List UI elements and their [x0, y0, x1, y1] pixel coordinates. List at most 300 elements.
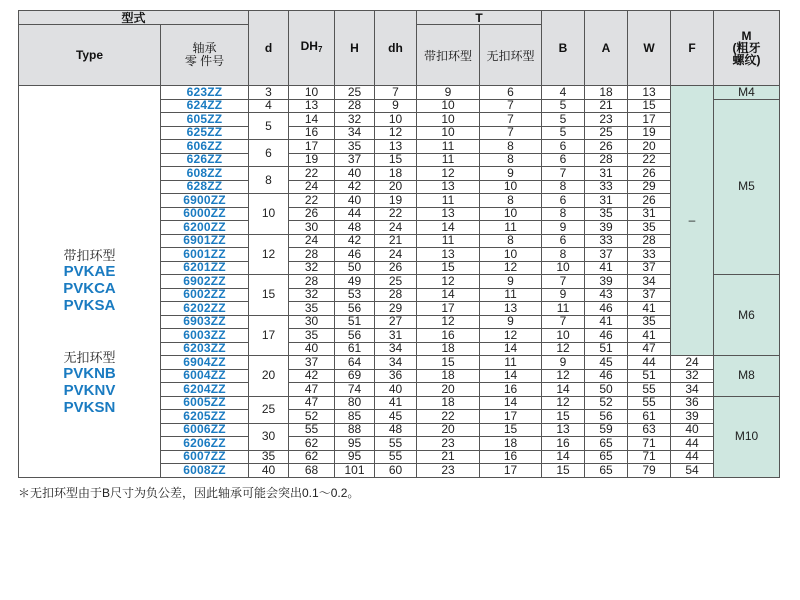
cell-dh: 41: [375, 396, 417, 410]
cell-t-with-ring: 22: [417, 410, 480, 424]
cell-dh7: 26: [289, 207, 335, 221]
type-title-with-ring: 带扣环型: [63, 248, 116, 264]
cell-t-with-ring: 12: [417, 315, 480, 329]
cell-w: 41: [628, 302, 671, 316]
cell-h: 28: [335, 99, 375, 113]
cell-dh: 29: [375, 302, 417, 316]
cell-t-without-ring: 17: [480, 464, 542, 478]
cell-a: 18: [585, 86, 628, 100]
cell-dh7: 52: [289, 410, 335, 424]
part-number: 6001ZZ: [161, 248, 249, 262]
cell-w: 79: [628, 464, 671, 478]
type-block: [19, 250, 160, 416]
cell-a: 39: [585, 221, 628, 235]
cell-t-without-ring: 10: [480, 248, 542, 262]
cell-t-without-ring: 7: [480, 126, 542, 140]
cell-dh: 21: [375, 234, 417, 248]
cell-h: 25: [335, 86, 375, 100]
cell-dh7: 28: [289, 275, 335, 289]
cell-w: 47: [628, 342, 671, 356]
cell-h: 85: [335, 410, 375, 424]
cell-a: 26: [585, 140, 628, 154]
footnote: ＊无扣环型由于B尺寸为负公差，因此轴承可能会突出0.1～0.2。: [18, 486, 360, 500]
header-H: H: [335, 11, 375, 86]
header-B: B: [542, 11, 585, 86]
cell-t-without-ring: 8: [480, 140, 542, 154]
cell-d: 3: [249, 86, 289, 100]
cell-t-without-ring: 6: [480, 86, 542, 100]
part-number: 6000ZZ: [161, 207, 249, 221]
cell-f: 34: [671, 383, 714, 397]
cell-d: 4: [249, 99, 289, 113]
part-number: 6004ZZ: [161, 369, 249, 383]
cell-w: 28: [628, 234, 671, 248]
cell-t-without-ring: 18: [480, 437, 542, 451]
cell-a: 56: [585, 410, 628, 424]
cell-h: 40: [335, 167, 375, 181]
cell-b: 12: [542, 369, 585, 383]
cell-t-with-ring: 21: [417, 450, 480, 464]
cell-dh7: 10: [289, 86, 335, 100]
cell-t-without-ring: 14: [480, 369, 542, 383]
cell-t-with-ring: 20: [417, 383, 480, 397]
cell-t-without-ring: 11: [480, 356, 542, 370]
cell-h: 50: [335, 261, 375, 275]
cell-t-without-ring: 10: [480, 180, 542, 194]
part-number: 6005ZZ: [161, 396, 249, 410]
cell-h: 80: [335, 396, 375, 410]
cell-d: 17: [249, 315, 289, 356]
cell-a: 35: [585, 207, 628, 221]
cell-w: 17: [628, 113, 671, 127]
cell-dh: 12: [375, 126, 417, 140]
cell-h: 51: [335, 315, 375, 329]
cell-f: 40: [671, 423, 714, 437]
cell-a: 31: [585, 194, 628, 208]
cell-h: 32: [335, 113, 375, 127]
cell-w: 61: [628, 410, 671, 424]
cell-t-with-ring: 10: [417, 99, 480, 113]
part-number: 625ZZ: [161, 126, 249, 140]
cell-t-without-ring: 17: [480, 410, 542, 424]
cell-w: 20: [628, 140, 671, 154]
cell-t-with-ring: 14: [417, 221, 480, 235]
cell-b: 5: [542, 99, 585, 113]
cell-b: 7: [542, 167, 585, 181]
cell-b: 7: [542, 315, 585, 329]
type-code-with-ring: PVKAE: [63, 263, 116, 281]
cell-t-with-ring: 13: [417, 207, 480, 221]
cell-w: 26: [628, 167, 671, 181]
cell-t-without-ring: 8: [480, 194, 542, 208]
cell-m: M8: [714, 356, 780, 397]
cell-dh7: 19: [289, 153, 335, 167]
cell-w: 37: [628, 288, 671, 302]
cell-f: 54: [671, 464, 714, 478]
cell-t-with-ring: 15: [417, 261, 480, 275]
type-code-without-ring: PVKNV: [63, 382, 116, 400]
cell-dh7: 22: [289, 167, 335, 181]
cell-a: 31: [585, 167, 628, 181]
cell-dh: 18: [375, 167, 417, 181]
header-model: 型式: [19, 11, 249, 25]
cell-w: 22: [628, 153, 671, 167]
cell-h: 69: [335, 369, 375, 383]
cell-b: 11: [542, 302, 585, 316]
part-number: 6206ZZ: [161, 437, 249, 451]
header-T: T: [417, 11, 542, 25]
cell-a: 33: [585, 234, 628, 248]
cell-h: 44: [335, 207, 375, 221]
cell-t-with-ring: 18: [417, 342, 480, 356]
cell-w: 29: [628, 180, 671, 194]
cell-dh7: 37: [289, 356, 335, 370]
cell-t-without-ring: 9: [480, 315, 542, 329]
cell-dh7: 62: [289, 450, 335, 464]
header-A: A: [585, 11, 628, 86]
type-code-without-ring: PVKSN: [63, 399, 116, 417]
cell-t-with-ring: 23: [417, 437, 480, 451]
part-number: 6205ZZ: [161, 410, 249, 424]
header-dh7: [289, 11, 335, 86]
cell-a: 28: [585, 153, 628, 167]
cell-dh: 10: [375, 113, 417, 127]
part-number: 6901ZZ: [161, 234, 249, 248]
cell-d: 35: [249, 450, 289, 464]
header-part-no: 轴承 零 件号: [161, 25, 249, 86]
cell-a: 23: [585, 113, 628, 127]
cell-w: 13: [628, 86, 671, 100]
cell-d: 25: [249, 396, 289, 423]
cell-b: 7: [542, 275, 585, 289]
cell-t-without-ring: 11: [480, 221, 542, 235]
cell-dh: 31: [375, 329, 417, 343]
cell-b: 6: [542, 153, 585, 167]
cell-t-with-ring: 11: [417, 140, 480, 154]
cell-dh: 27: [375, 315, 417, 329]
cell-w: 26: [628, 194, 671, 208]
cell-a: 65: [585, 450, 628, 464]
cell-h: 101: [335, 464, 375, 478]
cell-t-without-ring: 16: [480, 450, 542, 464]
cell-dh7: 22: [289, 194, 335, 208]
cell-t-with-ring: 18: [417, 396, 480, 410]
part-number: 626ZZ: [161, 153, 249, 167]
cell-a: 37: [585, 248, 628, 262]
cell-dh: 55: [375, 437, 417, 451]
cell-t-without-ring: 10: [480, 207, 542, 221]
cell-dh: 7: [375, 86, 417, 100]
cell-dh7: 35: [289, 329, 335, 343]
part-number: 623ZZ: [161, 86, 249, 100]
header-T-without-ring: 无扣环型: [480, 25, 542, 86]
cell-d: 15: [249, 275, 289, 316]
cell-w: 33: [628, 248, 671, 262]
cell-b: 8: [542, 180, 585, 194]
table-body: [19, 86, 780, 478]
header-d: d: [249, 11, 289, 86]
cell-a: 45: [585, 356, 628, 370]
cell-dh: 40: [375, 383, 417, 397]
cell-dh7: 14: [289, 113, 335, 127]
cell-t-without-ring: 12: [480, 261, 542, 275]
part-number: 605ZZ: [161, 113, 249, 127]
cell-h: 95: [335, 437, 375, 451]
part-number: 6903ZZ: [161, 315, 249, 329]
cell-t-without-ring: 8: [480, 153, 542, 167]
cell-b: 9: [542, 221, 585, 235]
type-code-with-ring: PVKSA: [63, 297, 116, 315]
cell-dh: 15: [375, 153, 417, 167]
cell-t-with-ring: 11: [417, 234, 480, 248]
cell-h: 46: [335, 248, 375, 262]
cell-a: 65: [585, 437, 628, 451]
part-number: 6204ZZ: [161, 383, 249, 397]
cell-b: 5: [542, 113, 585, 127]
cell-dh7: 47: [289, 396, 335, 410]
cell-h: 35: [335, 140, 375, 154]
cell-a: 52: [585, 396, 628, 410]
cell-dh7: 62: [289, 437, 335, 451]
cell-b: 5: [542, 126, 585, 140]
cell-w: 55: [628, 396, 671, 410]
cell-w: 19: [628, 126, 671, 140]
part-number: 6900ZZ: [161, 194, 249, 208]
cell-dh: 36: [375, 369, 417, 383]
cell-h: 49: [335, 275, 375, 289]
cell-b: 14: [542, 450, 585, 464]
cell-f: 39: [671, 410, 714, 424]
cell-h: 56: [335, 329, 375, 343]
cell-w: 35: [628, 315, 671, 329]
cell-t-without-ring: 14: [480, 342, 542, 356]
cell-b: 15: [542, 410, 585, 424]
cell-w: 71: [628, 437, 671, 451]
cell-dh7: 16: [289, 126, 335, 140]
cell-a: 43: [585, 288, 628, 302]
cell-f-dash: –: [671, 86, 714, 356]
cell-t-with-ring: 18: [417, 369, 480, 383]
cell-dh7: 68: [289, 464, 335, 478]
cell-dh7: 17: [289, 140, 335, 154]
header-type: Type: [19, 25, 161, 86]
cell-t-without-ring: 7: [480, 113, 542, 127]
part-number: 6008ZZ: [161, 464, 249, 478]
cell-dh7: 32: [289, 288, 335, 302]
cell-t-with-ring: 23: [417, 464, 480, 478]
type-title-without-ring: 无扣环型: [63, 350, 116, 366]
cell-a: 51: [585, 342, 628, 356]
part-number: 628ZZ: [161, 180, 249, 194]
cell-w: 44: [628, 356, 671, 370]
part-number: 6902ZZ: [161, 275, 249, 289]
cell-a: 65: [585, 464, 628, 478]
part-number: 6202ZZ: [161, 302, 249, 316]
cell-b: 9: [542, 288, 585, 302]
cell-t-with-ring: 10: [417, 113, 480, 127]
cell-t-without-ring: 9: [480, 167, 542, 181]
cell-t-with-ring: 13: [417, 180, 480, 194]
cell-b: 9: [542, 356, 585, 370]
cell-dh: 19: [375, 194, 417, 208]
cell-a: 59: [585, 423, 628, 437]
header-W: W: [628, 11, 671, 86]
cell-d: 10: [249, 194, 289, 235]
cell-t-without-ring: 7: [480, 99, 542, 113]
cell-dh7: 28: [289, 248, 335, 262]
part-number: 6002ZZ: [161, 288, 249, 302]
cell-h: 37: [335, 153, 375, 167]
cell-t-without-ring: 13: [480, 302, 542, 316]
cell-b: 8: [542, 207, 585, 221]
cell-t-without-ring: 11: [480, 288, 542, 302]
part-number: 6003ZZ: [161, 329, 249, 343]
cell-dh: 48: [375, 423, 417, 437]
cell-b: 12: [542, 342, 585, 356]
cell-b: 13: [542, 423, 585, 437]
cell-w: 41: [628, 329, 671, 343]
cell-a: 41: [585, 261, 628, 275]
cell-dh7: 24: [289, 180, 335, 194]
cell-d: 5: [249, 113, 289, 140]
cell-dh7: 13: [289, 99, 335, 113]
part-number: 6203ZZ: [161, 342, 249, 356]
cell-a: 50: [585, 383, 628, 397]
part-number: 606ZZ: [161, 140, 249, 154]
table-row: [19, 86, 780, 100]
cell-dh7: 35: [289, 302, 335, 316]
cell-t-without-ring: 9: [480, 275, 542, 289]
cell-m: M4: [714, 86, 780, 100]
cell-d: 8: [249, 167, 289, 194]
cell-t-without-ring: 16: [480, 383, 542, 397]
cell-dh7: 47: [289, 383, 335, 397]
cell-t-with-ring: 9: [417, 86, 480, 100]
cell-d: 20: [249, 356, 289, 397]
cell-b: 14: [542, 383, 585, 397]
cell-h: 61: [335, 342, 375, 356]
cell-dh: 13: [375, 140, 417, 154]
cell-h: 95: [335, 450, 375, 464]
cell-dh7: 30: [289, 315, 335, 329]
cell-a: 33: [585, 180, 628, 194]
cell-f: 24: [671, 356, 714, 370]
cell-h: 53: [335, 288, 375, 302]
cell-a: 46: [585, 329, 628, 343]
cell-dh: 28: [375, 288, 417, 302]
cell-dh: 34: [375, 342, 417, 356]
cell-t-with-ring: 11: [417, 194, 480, 208]
cell-h: 42: [335, 234, 375, 248]
part-number: 608ZZ: [161, 167, 249, 181]
cell-b: 8: [542, 248, 585, 262]
cell-dh7: 40: [289, 342, 335, 356]
cell-t-without-ring: 12: [480, 329, 542, 343]
cell-t-without-ring: 14: [480, 396, 542, 410]
cell-w: 31: [628, 207, 671, 221]
cell-a: 25: [585, 126, 628, 140]
cell-dh: 9: [375, 99, 417, 113]
cell-t-with-ring: 12: [417, 275, 480, 289]
cell-b: 6: [542, 234, 585, 248]
cell-f: 44: [671, 437, 714, 451]
cell-h: 88: [335, 423, 375, 437]
cell-w: 37: [628, 261, 671, 275]
cell-m: M6: [714, 275, 780, 356]
type-code-without-ring: PVKNB: [63, 365, 116, 383]
cell-b: 6: [542, 140, 585, 154]
cell-a: 46: [585, 302, 628, 316]
cell-dh7: 32: [289, 261, 335, 275]
header-M: M (粗牙 螺纹): [714, 11, 780, 86]
type-cell: [19, 86, 161, 478]
cell-b: 16: [542, 437, 585, 451]
cell-a: 41: [585, 315, 628, 329]
cell-f: 36: [671, 396, 714, 410]
cell-a: 46: [585, 369, 628, 383]
cell-t-with-ring: 15: [417, 356, 480, 370]
header-dh: dh: [375, 11, 417, 86]
cell-d: 30: [249, 423, 289, 450]
header-T-with-ring: 带扣环型: [417, 25, 480, 86]
cell-dh: 60: [375, 464, 417, 478]
cell-t-with-ring: 14: [417, 288, 480, 302]
header-F: F: [671, 11, 714, 86]
cell-t-with-ring: 10: [417, 126, 480, 140]
type-code-with-ring: PVKCA: [63, 280, 116, 298]
cell-t-without-ring: 15: [480, 423, 542, 437]
cell-m: M5: [714, 99, 780, 275]
cell-t-with-ring: 16: [417, 329, 480, 343]
cell-t-with-ring: 12: [417, 167, 480, 181]
cell-t-with-ring: 13: [417, 248, 480, 262]
cell-t-without-ring: 8: [480, 234, 542, 248]
cell-h: 48: [335, 221, 375, 235]
cell-a: 39: [585, 275, 628, 289]
part-number: 624ZZ: [161, 99, 249, 113]
cell-h: 40: [335, 194, 375, 208]
cell-f: 44: [671, 450, 714, 464]
cell-h: 34: [335, 126, 375, 140]
cell-b: 15: [542, 464, 585, 478]
cell-b: 12: [542, 396, 585, 410]
part-number: 6006ZZ: [161, 423, 249, 437]
cell-b: 6: [542, 194, 585, 208]
cell-d: 12: [249, 234, 289, 275]
part-number: 6201ZZ: [161, 261, 249, 275]
cell-dh7: 30: [289, 221, 335, 235]
cell-dh7: 55: [289, 423, 335, 437]
cell-dh7: 42: [289, 369, 335, 383]
cell-h: 64: [335, 356, 375, 370]
cell-dh7: 24: [289, 234, 335, 248]
cell-f: 32: [671, 369, 714, 383]
cell-w: 15: [628, 99, 671, 113]
cell-t-with-ring: 11: [417, 153, 480, 167]
cell-dh: 22: [375, 207, 417, 221]
cell-dh: 26: [375, 261, 417, 275]
part-number: 6007ZZ: [161, 450, 249, 464]
cell-dh: 24: [375, 221, 417, 235]
cell-w: 35: [628, 221, 671, 235]
part-number: 6904ZZ: [161, 356, 249, 370]
cell-w: 63: [628, 423, 671, 437]
cell-b: 10: [542, 261, 585, 275]
cell-w: 34: [628, 275, 671, 289]
cell-d: 6: [249, 140, 289, 167]
cell-dh: 55: [375, 450, 417, 464]
cell-m: M10: [714, 396, 780, 477]
